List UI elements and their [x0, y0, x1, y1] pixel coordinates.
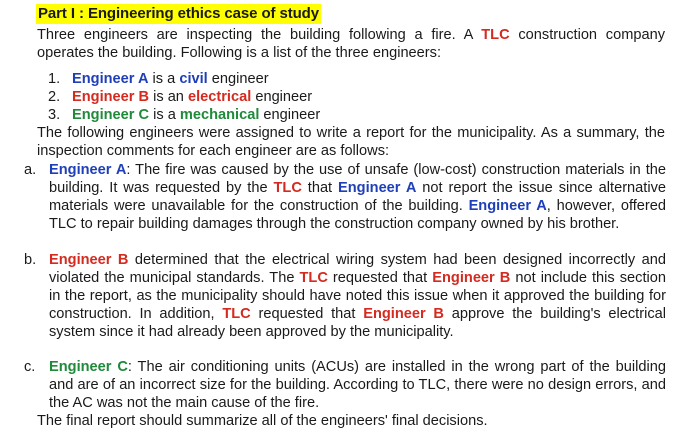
engineer-name: Engineer A — [72, 71, 149, 87]
engineer-name: Engineer A — [468, 198, 547, 214]
engineer-name: Engineer B — [432, 270, 511, 286]
engineer-discipline: mechanical — [179, 107, 260, 123]
engineer-name: Engineer B — [72, 89, 150, 105]
closing-paragraph: The final report should summarize all of the engineers' final decisions. — [37, 413, 488, 429]
tlc-label: TLC — [222, 306, 251, 322]
engineer-list-item-a: 1. Engineer A is a civil engineer — [48, 71, 269, 87]
comment-engineer-a: a. Engineer A: The fire was caused by the use of unsafe (low-cost) construction materials in the building. It was requested by the TLC that Engineer A not report the issue since alternative materials were unavailable for the construction of the building. Engineer A, however, offered TLC to repair building damages through the construction company owned by his brother. — [24, 162, 667, 232]
tlc-label: TLC — [273, 180, 302, 196]
engineer-name: Engineer B — [363, 306, 444, 322]
comment-engineer-c: c. Engineer C: The air conditioning units (ACUs) are installed in the wrong part of the building and are of an incorrect size for the building. According to TLC, there were no design errors, and the AC was not the main cause of the fire. — [24, 359, 666, 411]
tlc-label: TLC — [481, 27, 510, 43]
engineer-name: Engineer B — [49, 252, 129, 268]
engineer-discipline: civil — [179, 71, 208, 87]
section-heading: Part I : Engineering ethics case of study — [38, 5, 319, 22]
comment-engineer-b: b. Engineer B determined that the electrical wiring system had been designed incorrectly and violated the municipal standards. The TLC requested that Engineer B not include this section in the report, as the municipality should have noted this issue when it approved the building for construction. In addition, TLC requested that Engineer B approve the building's electrical system since it had already been approved by the municipality. — [24, 252, 666, 340]
intro-paragraph: Three engineers are inspecting the building following a fire. A TLC construction company operates the building. Following is a list of the three engineers: — [37, 27, 665, 61]
engineer-name: Engineer C — [72, 107, 150, 123]
engineer-discipline: electrical — [187, 89, 252, 105]
engineer-name: Engineer A — [49, 162, 127, 178]
engineer-name: Engineer C — [49, 359, 128, 375]
summary-intro-paragraph: The following engineers were assigned to write a report for the municipality. As a summary, the inspection comments for each engineer are as follows: — [37, 125, 665, 159]
tlc-label: TLC — [299, 270, 328, 286]
engineer-list-item-b: 2. Engineer B is an electrical engineer — [48, 89, 313, 105]
engineer-name: Engineer A — [338, 180, 417, 196]
engineer-list-item-c: 3. Engineer C is a mechanical engineer — [48, 107, 321, 123]
